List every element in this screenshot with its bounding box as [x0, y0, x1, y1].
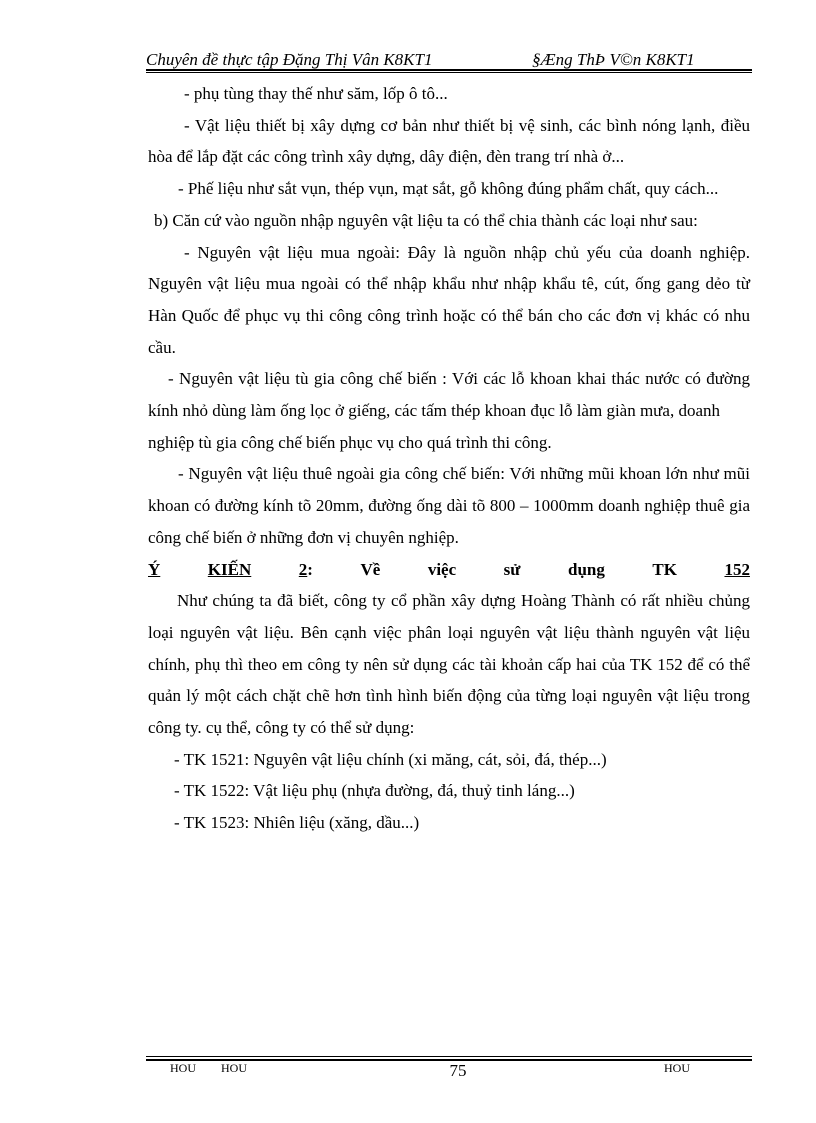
heading-word-number: 2:: [298, 559, 313, 579]
paragraph-opinion: Như chúng ta đã biết, công ty cổ phần xây dựng Hoàng Thành có rất nhiều chủng loại nguyên vật liệu. Bên cạnh việc phân loại nguyên vật liệu thành nguyên vật liệu chính, phụ thì theo em công ty nên sử dụng các tài khoản cấp hai của TK 152 để có thể quản lý một cách chặt chẽ hơn tình hình biến động của từng loại nguyên vật liệu trong công ty. cụ thể, công ty có thể sử dụng:: [148, 591, 750, 738]
paragraph-purchased-materials: - Nguyên vật liệu mua ngoài: Đây là nguồn nhập chủ yếu của doanh nghiệp. Nguyên vật liệu mua ngoài có thể nhập khẩu như nhập khẩu tê, cút, ống gang dẻo từ Hàn Quốc để phục vụ thi công công trình hoặc có thể bán cho các đơn vị khác có nhu cầu.: [148, 242, 750, 357]
header-rule-thin: [146, 72, 752, 73]
paragraph-by-source: b) Căn cứ vào nguồn nhập nguyên vật liệu ta có thể chia thành các loại như sau:: [154, 210, 698, 230]
heading-word: Ý: [148, 559, 161, 579]
heading-word: 152: [724, 559, 750, 579]
footer-tag: HOU: [664, 1061, 690, 1075]
paragraph-self-processed-cont: nghiệp tù gia công chế biến phục vụ cho quá trình thi công.: [148, 432, 552, 452]
header-right-text: §Æng ThÞ V©n K8KT1: [532, 50, 695, 69]
list-item-tk1522: - TK 1522: Vật liệu phụ (nhựa đường, đá, thuỷ tinh láng...): [174, 781, 575, 801]
paragraph-outsourced-processing: - Nguyên vật liệu thuê ngoài gia công chế biến: Với những mũi khoan lớn như mũi khoan có đường kính tõ 20mm, đường ống dài tõ 800 – 1000mm doanh nghiệp thuê gia công chế biến ở những đơn vị chuyên nghiệp.: [148, 464, 750, 547]
header-left-text: Chuyên đề thực tập Đặng Thị Vân K8KT1: [146, 50, 433, 69]
heading-word: việc: [427, 559, 457, 579]
heading-word: KIẾN: [207, 559, 252, 579]
paragraph-scrap: - Phế liệu như sắt vụn, thép vụn, mạt sắt, gỗ không đúng phẩm chất, quy cách...: [178, 179, 719, 199]
heading-word: sử: [503, 559, 521, 579]
paragraph-spare-parts: - phụ tùng thay thế như săm, lốp ô tô...: [184, 84, 448, 103]
page-body: [148, 78, 750, 839]
page-number: 75: [449, 1061, 467, 1080]
list-item-tk1521: - TK 1521: Nguyên vật liệu chính (xi măng, cát, sỏi, đá, thép...): [174, 749, 607, 769]
section-heading: [148, 554, 750, 586]
footer-tag: HOU: [221, 1061, 247, 1075]
footer-tag: HOU: [170, 1061, 196, 1075]
paragraph-construction-equipment: - Vật liệu thiết bị xây dựng cơ bản như thiết bị vệ sinh, các bình nóng lạnh, điều hòa để lắp đặt các công trình xây dựng, dây điện, đèn trang trí nhà ở...: [148, 115, 750, 167]
heading-word: Về: [360, 559, 381, 579]
heading-word: dụng: [568, 559, 605, 579]
list-item-tk1523: - TK 1523: Nhiên liệu (xăng, dầu...): [174, 813, 420, 833]
header-rule: [146, 69, 752, 71]
paragraph-self-processed: - Nguyên vật liệu tù gia công chế biến : Với các lỗ khoan khai thác nước có đường kính nhỏ dùng làm ống lọc ở giếng, các tấm thép khoan đục lỗ làm giàn mưa, doanh: [148, 369, 750, 421]
footer-rule-thin: [146, 1056, 752, 1057]
heading-word: TK: [652, 559, 677, 579]
